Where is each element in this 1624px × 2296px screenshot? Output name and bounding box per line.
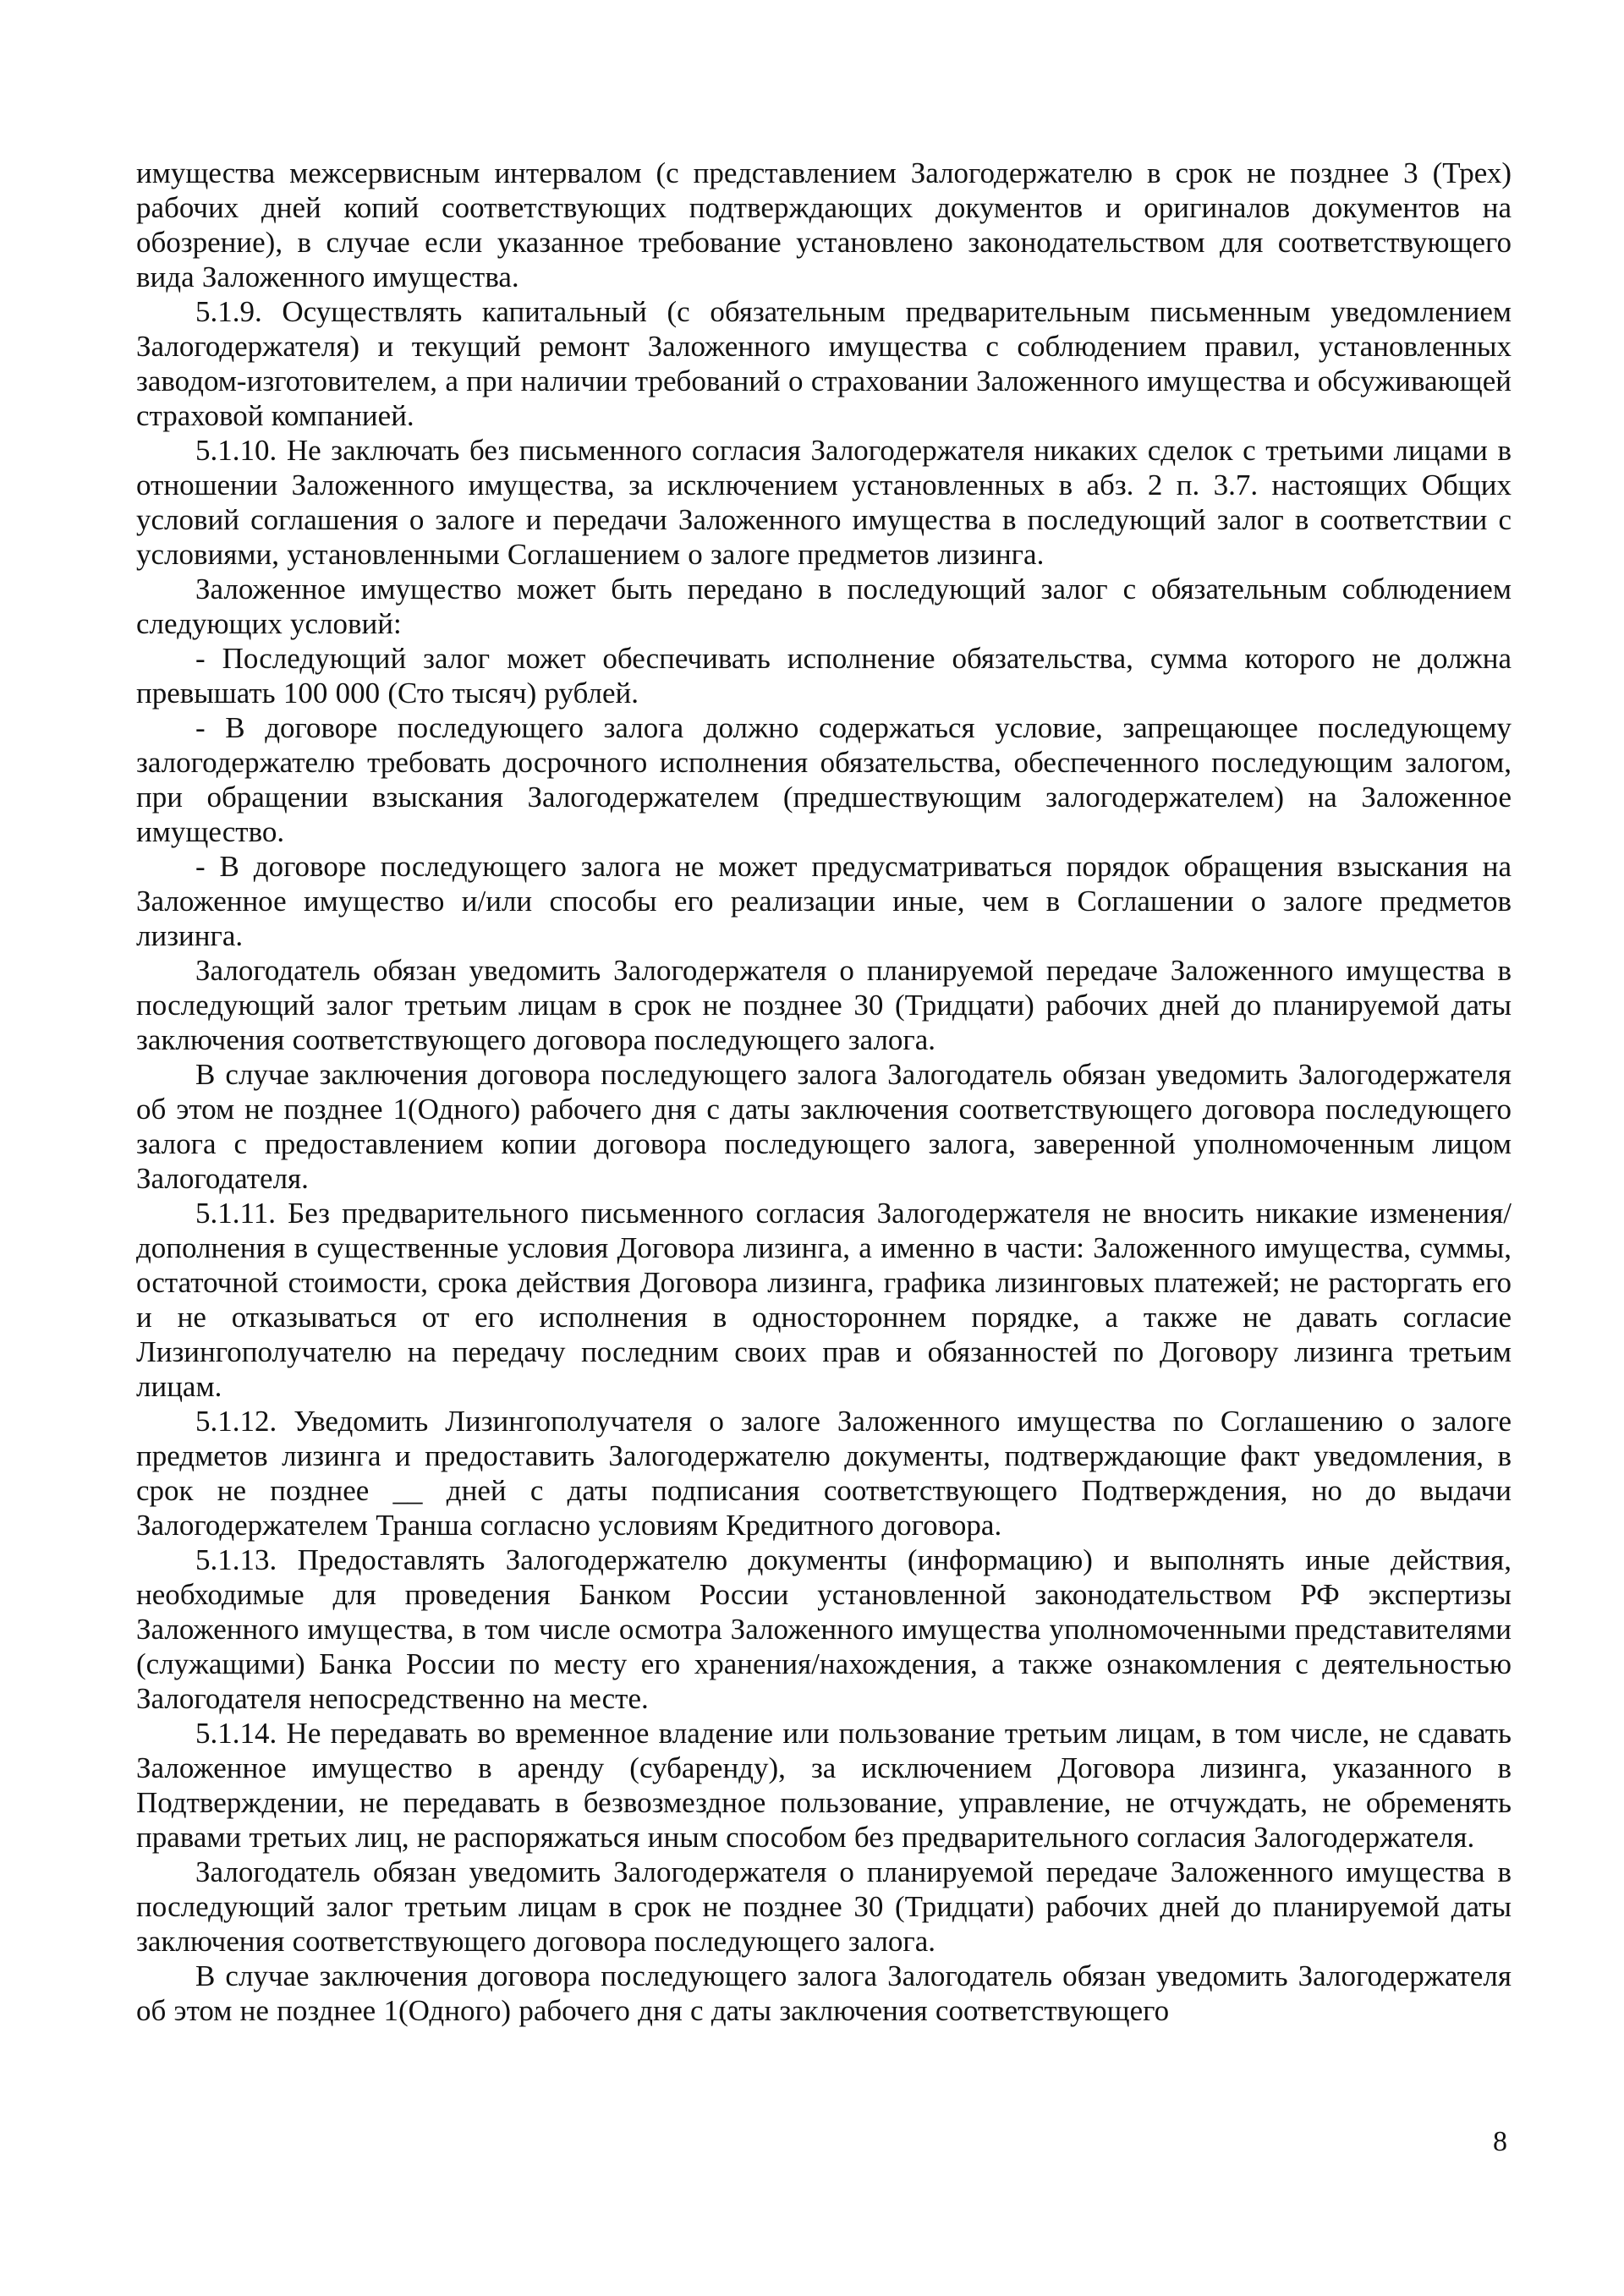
- clause-5-1-11: 5.1.11. Без предварительного письменного согласия Залогодержателя не вносить никакие изменения/дополнения в существенные условия Договора лизинга, а именно в части: Заложенного имущества, суммы, остаточной стоимости, срока действия Договора лизинга, графика лизинговых платежей; не расторгать его и не отказываться от его исполнения в одностороннем порядке, а также не давать согласие Лизингополучателю на передачу последним своих прав и обязанностей по Договору лизинга третьим лицам.: [136, 1197, 1512, 1403]
- paragraph-continuation: имущества межсервисным интервалом (с представлением Залогодержателю в срок не позднее 3 (Трех) рабочих дней копий соответствующих подтверждающих документов и оригиналов документов на обозрение), в случае если указанное требование установлено законодательством для соответствующего вида Заложенного имущества.: [136, 156, 1512, 293]
- condition-item-3: - В договоре последующего залога не может предусматриваться порядок обращения взыскания на Заложенное имущество и/или способы его реализации иные, чем в Соглашении о залоге предметов лизинга.: [136, 850, 1512, 952]
- contract-text-block: [136, 156, 1512, 2028]
- pledge-conclusion-notice: В случае заключения договора последующего залога Залогодатель обязан уведомить Залогодержателя об этом не позднее 1(Одного) рабочего дня с даты заключения соответствующего договора последующего залога с предоставлением копии договора последующего залога, заверенной уполномоченным лицом Залогодателя.: [136, 1058, 1512, 1195]
- subsequent-pledge-intro: Заложенное имущество может быть передано в последующий залог с обязательным соблюдением следующих условий:: [136, 573, 1512, 640]
- page-number: 8: [1493, 2126, 1507, 2157]
- clause-5-1-9: 5.1.9. Осуществлять капитальный (с обязательным предварительным письменным уведомлением Залогодержателя) и текущий ремонт Заложенного имущества с соблюдением правил, установленных заводом-изготовителем, а при наличии требований о страховании Заложенного имущества и обсуживающей страховой компанией.: [136, 295, 1512, 432]
- clause-5-1-14: 5.1.14. Не передавать во временное владение или пользование третьим лицам, в том числе, не сдавать Заложенное имущество в аренду (субаренду), за исключением Договора лизинга, указанного в Подтверждении, не передавать в безвозмездное пользование, управление, не отчуждать, не обременять правами третьих лиц, не распоряжаться иным способом без предварительного согласия Залогодержателя.: [136, 1717, 1512, 1854]
- clause-5-1-12: 5.1.12. Уведомить Лизингополучателя о залоге Заложенного имущества по Соглашению о залоге предметов лизинга и предоставить Залогодержателю документы, подтверждающие факт уведомления, в срок не позднее __ дней с даты подписания соответствующего Подтверждения, но до выдачи Залогодержателем Транша согласно условиям Кредитного договора.: [136, 1405, 1512, 1542]
- pledge-conclusion-notice-repeat: В случае заключения договора последующего залога Залогодатель обязан уведомить Залогодержателя об этом не позднее 1(Одного) рабочего дня с даты заключения соответствующего: [136, 1959, 1512, 2027]
- clause-5-1-10: 5.1.10. Не заключать без письменного согласия Залогодержателя никаких сделок с третьими лицами в отношении Заложенного имущества, за исключением установленных в абз. 2 п. 3.7. настоящих Общих условий соглашения о залоге и передачи Заложенного имущества в последующий залог в соответствии с условиями, установленными Соглашением о залоге предметов лизинга.: [136, 434, 1512, 571]
- condition-item-1: - Последующий залог может обеспечивать исполнение обязательства, сумма которого не должна превышать 100 000 (Сто тысяч) рублей.: [136, 642, 1512, 710]
- pledge-notice-obligation-repeat: Залогодатель обязан уведомить Залогодержателя о планируемой передаче Заложенного имущества в последующий залог третьим лицам в срок не позднее 30 (Тридцати) рабочих дней до планируемой даты заключения соответствующего договора последующего залога.: [136, 1855, 1512, 1958]
- pledge-notice-obligation: Залогодатель обязан уведомить Залогодержателя о планируемой передаче Заложенного имущества в последующий залог третьим лицам в срок не позднее 30 (Тридцати) рабочих дней до планируемой даты заключения соответствующего договора последующего залога.: [136, 954, 1512, 1056]
- clause-5-1-13: 5.1.13. Предоставлять Залогодержателю документы (информацию) и выполнять иные действия, необходимые для проведения Банком России установленной законодательством РФ экспертизы Заложенного имущества, в том числе осмотра Заложенного имущества уполномоченными представителями (служащими) Банка России по месту его хранения/нахождения, а также ознакомления с деятельностью Залогодателя непосредственно на месте.: [136, 1543, 1512, 1715]
- condition-item-2: - В договоре последующего залога должно содержаться условие, запрещающее последующему залогодержателю требовать досрочного исполнения обязательства, обеспеченного последующим залогом, при обращении взыскания Залогодержателем (предшествующим залогодержателем) на Заложенное имущество.: [136, 711, 1512, 848]
